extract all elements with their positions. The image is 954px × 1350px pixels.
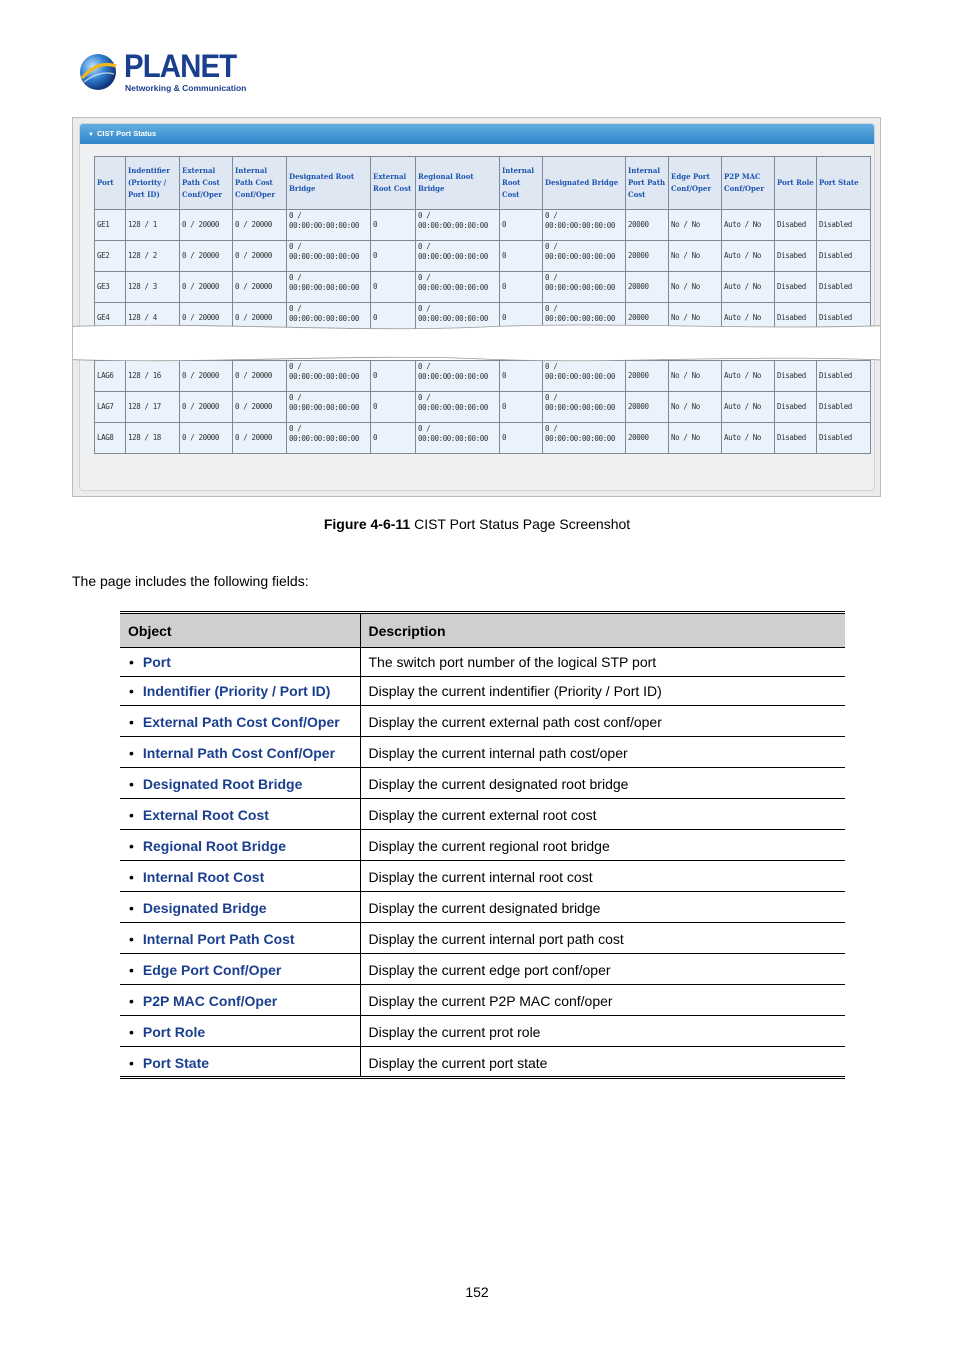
table-row [120,954,845,985]
bullet-icon: • [129,900,134,916]
panel-title: CIST Port Status [96,129,157,138]
cist-table-cell: Disabed [775,210,817,241]
cist-table-cell: 128 / 1 [126,210,180,241]
cist-table-cell: 0 / 20000 [233,241,287,272]
field-description-cell: Display the current regional root bridge [360,830,845,861]
field-description-cell: Display the current edge port conf/oper [360,954,845,985]
cist-table-cell: 20000 [626,423,669,454]
cist-column-header: Port [95,157,126,210]
cist-table-row [95,272,871,303]
field-object-cell [120,830,360,861]
cist-table-cell: No / No [669,392,722,423]
cist-table-cell: 0 / 00:00:00:00:00:00 [416,361,500,392]
field-description-cell: Display the current designated root bridge [360,768,845,799]
cist-table-cell: GE4 [95,303,126,334]
cist-table-cell: 0 / 20000 [233,272,287,303]
cist-table-cell: Auto / No [722,303,775,334]
cist-table-cell: Auto / No [722,361,775,392]
table-row [120,737,845,768]
cist-table-cell: Auto / No [722,423,775,454]
cist-column-header: Port State [817,157,871,210]
cist-table-cell: 0 / 00:00:00:00:00:00 [543,361,626,392]
field-object-cell [120,923,360,954]
cist-table-cell: Disabed [775,392,817,423]
cist-table-cell: Disabled [817,241,871,272]
cist-table-cell: 0 / 00:00:00:00:00:00 [416,303,500,334]
field-description-cell: Display the current external path cost conf/oper [360,706,845,737]
field-object-name: External Root Cost [142,807,269,823]
cist-table-cell: Auto / No [722,210,775,241]
field-object-name: Port Role [142,1024,206,1040]
cist-table-cell: LAG8 [95,423,126,454]
cist-table-cell: 0 / 00:00:00:00:00:00 [287,303,371,334]
cist-column-header: Internal Path Cost Conf/Oper [233,157,287,210]
cist-table-cell: Disabed [775,241,817,272]
cist-table-cell: GE1 [95,210,126,241]
cist-table-cell: Disabed [775,423,817,454]
cist-table-cell: 0 / 20000 [233,210,287,241]
cist-table-cell: Auto / No [722,241,775,272]
cist-table-cell: Disabled [817,392,871,423]
field-object-name: Port State [142,1055,210,1071]
cist-table-cell: 0 / 20000 [180,272,233,303]
cist-table-cell: Disabed [775,272,817,303]
cist-table-cell: 0 [500,241,543,272]
fields-table [120,611,845,1079]
cist-table-row [95,392,871,423]
cist-column-header: External Root Cost [371,157,416,210]
cist-table-cell: 128 / 18 [126,423,180,454]
field-object-name: Designated Bridge [142,900,267,916]
field-description-cell: Display the current internal port path cost [360,923,845,954]
field-description-cell: Display the current port state [360,1047,845,1078]
cist-table-cell: Disabed [775,361,817,392]
globe-icon [78,52,118,92]
field-object-name: External Path Cost Conf/Oper [142,714,340,730]
cist-table-cell: 128 / 16 [126,361,180,392]
cist-table-cell: 0 [500,392,543,423]
field-object-name: Internal Path Cost Conf/Oper [142,745,336,761]
cist-table-cell: 0 [371,210,416,241]
cist-table-cell: 0 / 00:00:00:00:00:00 [287,423,371,454]
cist-table-cell: 0 / 00:00:00:00:00:00 [416,210,500,241]
table-row [120,861,845,892]
cist-table-cell: 0 [500,210,543,241]
field-object-cell [120,737,360,768]
cist-table-cell: 0 / 20000 [180,392,233,423]
fields-header-row [120,613,845,648]
bullet-icon: • [129,962,134,978]
table-row [120,799,845,830]
collapse-arrow-icon[interactable]: ▼ [88,132,94,138]
field-description-cell: Display the current P2P MAC conf/oper [360,985,845,1016]
field-object-cell [120,799,360,830]
planet-logo [78,50,248,96]
cist-status-table [94,156,871,454]
field-object-name: Regional Root Bridge [142,838,287,854]
field-object-name: Edge Port Conf/Oper [142,962,282,978]
cist-table-cell: 0 / 00:00:00:00:00:00 [543,241,626,272]
bullet-icon: • [129,1055,134,1071]
field-description-cell: Display the current prot role [360,1016,845,1047]
cist-table-cell: 0 / 20000 [233,303,287,334]
bullet-icon: • [129,714,134,730]
description-column-header: Description [360,613,845,648]
field-object-name: Internal Port Path Cost [142,931,295,947]
cist-header-row [95,157,871,210]
bullet-icon: • [129,807,134,823]
bullet-icon: • [129,838,134,854]
cist-table-cell: 0 [371,241,416,272]
cist-table-cell: 0 / 00:00:00:00:00:00 [416,272,500,303]
cist-table-cell: 0 / 00:00:00:00:00:00 [287,241,371,272]
cist-table-cell: Disabled [817,272,871,303]
cist-table-cell: 0 / 00:00:00:00:00:00 [287,210,371,241]
cist-table-cell: 0 [371,361,416,392]
cist-table-cell: Disabled [817,361,871,392]
bullet-icon: • [129,745,134,761]
cist-table-cell: No / No [669,423,722,454]
cist-table-cell: 0 [500,303,543,334]
cist-column-header: Edge Port Conf/Oper [669,157,722,210]
cist-table-row [95,210,871,241]
field-description-cell: Display the current external root cost [360,799,845,830]
cist-table-cell: 0 [371,392,416,423]
field-object-name: Indentifier (Priority / Port ID) [142,683,331,699]
cist-column-header: Port Role [775,157,817,210]
cist-table-cell: 0 / 00:00:00:00:00:00 [416,392,500,423]
field-description-cell: Display the current indentifier (Priority / Port ID) [360,677,845,706]
cist-table-cell: LAG7 [95,392,126,423]
cist-table-cell: 0 / 20000 [180,241,233,272]
cist-table-cell: Disabed [775,303,817,334]
cist-table-row [95,423,871,454]
table-row [120,985,845,1016]
table-row [120,1047,845,1078]
cist-table-cell: 128 / 4 [126,303,180,334]
field-object-cell [120,677,360,706]
cist-table-cell: 0 / 00:00:00:00:00:00 [543,303,626,334]
cist-table-cell: 0 / 00:00:00:00:00:00 [543,392,626,423]
cist-table-cell: 20000 [626,241,669,272]
cist-table-cell: 0 / 20000 [180,210,233,241]
cist-table-cell: Auto / No [722,392,775,423]
table-row [120,1016,845,1047]
cist-table-cell: GE2 [95,241,126,272]
field-object-name: Designated Root Bridge [142,776,303,792]
bullet-icon: • [129,654,134,670]
cist-table-cell: 0 / 00:00:00:00:00:00 [416,241,500,272]
field-object-cell [120,1047,360,1078]
field-description-cell: Display the current internal root cost [360,861,845,892]
cist-table-cell: No / No [669,303,722,334]
cist-table-cell: 20000 [626,272,669,303]
cist-table-cell: Auto / No [722,272,775,303]
bullet-icon: • [129,776,134,792]
cist-table-cell: 0 / 00:00:00:00:00:00 [287,361,371,392]
cist-table-cell: 0 [371,272,416,303]
cist-column-header: Internal Port Path Cost [626,157,669,210]
cist-table-cell: 20000 [626,392,669,423]
field-object-name: Internal Root Cost [142,869,265,885]
cist-table-cell: 0 / 20000 [180,361,233,392]
field-object-cell [120,706,360,737]
cist-table-cell: 0 / 20000 [233,392,287,423]
field-object-cell [120,768,360,799]
field-object-cell [120,892,360,923]
object-column-header: Object [120,613,360,648]
cist-column-header: Indentifier (Priority / Port ID) [126,157,180,210]
cist-table-cell: 0 / 20000 [180,303,233,334]
cist-table-cell: 20000 [626,210,669,241]
cist-table-cell: No / No [669,241,722,272]
cist-column-header: P2P MAC Conf/Oper [722,157,775,210]
table-row [120,830,845,861]
field-object-cell [120,985,360,1016]
cist-table-cell: 0 [500,423,543,454]
cist-column-header: Internal Root Cost [500,157,543,210]
table-row [120,923,845,954]
cist-table-row [95,241,871,272]
logo-tagline: Networking & Communication [125,83,247,93]
cist-table-cell: 0 / 20000 [233,361,287,392]
field-description-cell: The switch port number of the logical STP port [360,648,845,677]
cist-table-cell: 128 / 17 [126,392,180,423]
field-object-name: Port [142,654,171,670]
cist-table-cell: No / No [669,210,722,241]
bullet-icon: • [129,931,134,947]
field-description-cell: Display the current designated bridge [360,892,845,923]
panel-header[interactable] [80,124,874,144]
bullet-icon: • [129,993,134,1009]
intro-text: The page includes the following fields: [72,573,309,589]
field-object-cell [120,861,360,892]
cist-column-header: Regional Root Bridge [416,157,500,210]
field-object-cell [120,954,360,985]
cist-table-cell: 0 / 00:00:00:00:00:00 [543,423,626,454]
cist-table-cell: 0 [371,423,416,454]
cist-table-cell: GE3 [95,272,126,303]
cist-table-cell: Disabled [817,423,871,454]
cist-table-cell: 0 / 00:00:00:00:00:00 [287,392,371,423]
field-object-cell [120,648,360,677]
table-row [120,768,845,799]
field-object-cell [120,1016,360,1047]
figure-label: Figure 4-6-11 [323,516,411,532]
cist-table-cell: No / No [669,272,722,303]
cist-column-header: External Path Cost Conf/Oper [180,157,233,210]
cist-table-cell: 20000 [626,361,669,392]
field-object-name: P2P MAC Conf/Oper [142,993,278,1009]
table-row [120,892,845,923]
torn-edge-break [72,323,881,363]
cist-table-cell: 0 [500,272,543,303]
cist-table-cell: 0 [500,361,543,392]
page-number: 152 [465,1284,489,1300]
figure-caption-text: CIST Port Status Page Screenshot [410,516,631,532]
cist-table-cell: No / No [669,361,722,392]
logo-wordmark: PLANET [124,48,237,84]
cist-table-cell: 20000 [626,303,669,334]
cist-table-cell: 0 / 00:00:00:00:00:00 [543,272,626,303]
cist-table-cell: Disabled [817,210,871,241]
cist-table-cell: 128 / 3 [126,272,180,303]
cist-table-cell: 0 / 20000 [180,423,233,454]
cist-column-header: Designated Root Bridge [287,157,371,210]
table-row [120,677,845,706]
cist-column-header: Designated Bridge [543,157,626,210]
cist-port-status-screenshot [72,117,881,497]
cist-table-cell: 0 / 20000 [233,423,287,454]
cist-table-cell: Disabled [817,303,871,334]
cist-table-cell: 0 / 00:00:00:00:00:00 [287,272,371,303]
cist-table-cell: 0 [371,303,416,334]
bullet-icon: • [129,869,134,885]
cist-table-cell: 0 / 00:00:00:00:00:00 [416,423,500,454]
cist-table-cell: 0 / 00:00:00:00:00:00 [543,210,626,241]
field-description-cell: Display the current internal path cost/oper [360,737,845,768]
cist-table-cell: 128 / 2 [126,241,180,272]
figure-caption [0,516,954,532]
table-row [120,648,845,677]
bullet-icon: • [129,1024,134,1040]
bullet-icon: • [129,683,134,699]
cist-table-cell: LAG6 [95,361,126,392]
table-row [120,706,845,737]
cist-table-row [95,361,871,392]
